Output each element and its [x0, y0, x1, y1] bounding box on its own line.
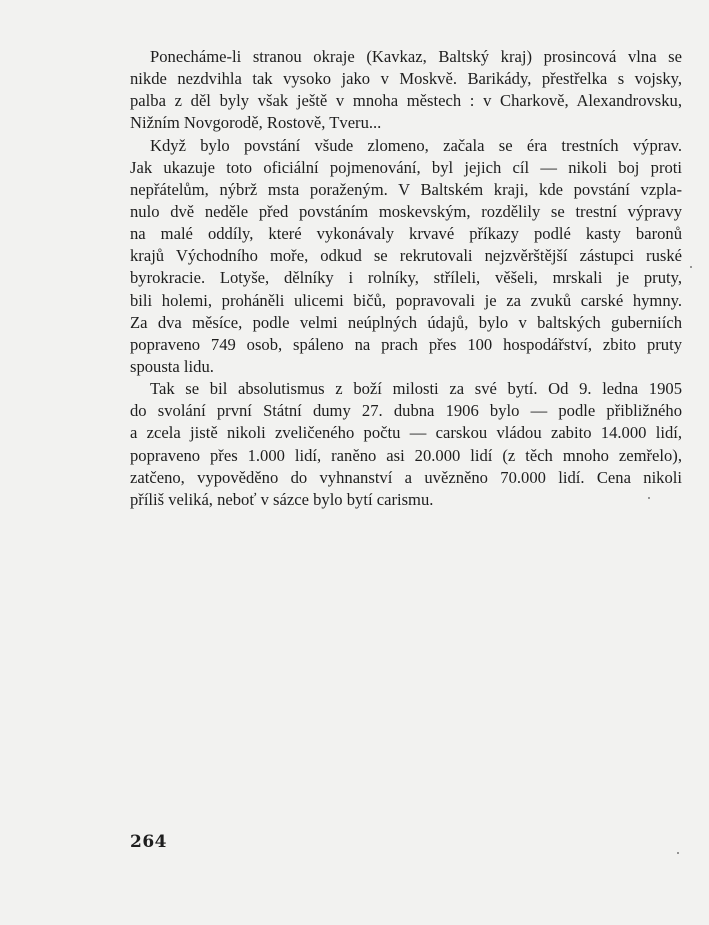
text-line: Nižním Novgorodě, Rostově, Tveru...: [130, 113, 382, 133]
text-line: byrokracie. Lotyše, dělníky i rolníky, stříleli, věšeli, mrskali je pruty,: [130, 268, 682, 288]
text-line: bili holemi, proháněli ulicemi bičů, popravovali je za zvuků carské hymny.: [130, 290, 682, 310]
text-line: spousta lidu.: [130, 356, 214, 376]
text-line: příliš veliká, neboť v sázce bylo bytí carismu.: [130, 489, 434, 509]
text-line: Jak ukazuje toto oficiální pojmenování, byl jejich cíl — nikoli boj proti: [130, 157, 682, 177]
body-text: [130, 46, 682, 511]
page-number: 264: [130, 832, 167, 852]
print-speck: [690, 266, 692, 268]
text-line: do svolání první Státní dumy 27. dubna 1906 bylo — podle přibližného: [130, 401, 682, 421]
text-line: nepřátelům, nýbrž msta poraženým. V Baltském kraji, kde povstání vzpla-: [130, 179, 682, 199]
text-line: Ponecháme-li stranou okraje (Kavkaz, Baltský kraj) prosincová vlna se: [150, 47, 682, 66]
text-line: popraveno přes 1.000 lidí, raněno asi 20.000 lidí (z těch mnoho zemřelo),: [130, 445, 682, 465]
text-line: popraveno 749 osob, spáleno na prach přes 100 hospodářství, zbito pruty: [130, 334, 682, 354]
text-line: Tak se bil absolutismus z boží milosti za své bytí. Od 9. ledna 1905: [150, 379, 682, 399]
text-line: krajů Východního moře, odkud se rekrutovali nejzvěrštější zástupci ruské: [130, 246, 682, 266]
text-line: a zcela jistě nikoli zveličeného počtu — carskou vládou zabito 14.000 lidí,: [130, 423, 682, 443]
print-speck: [648, 497, 650, 499]
text-line: zatčeno, vypověděno do vyhnanství a uvězněno 70.000 lidí. Cena nikoli: [130, 467, 682, 487]
print-speck: [677, 852, 679, 854]
text-line: na malé oddíly, které vykonávaly krvavé příkazy podlé kasty baronů: [130, 224, 682, 244]
text-line: nikde nezdvihla tak vysoko jako v Moskvě. Barikády, přestřelka s vojsky,: [130, 69, 682, 89]
text-line: palba z děl byly však ještě v mnoha městech : v Charkově, Alexandrovsku,: [130, 91, 682, 111]
text-line: Když bylo povstání všude zlomeno, začala se éra trestních výprav.: [150, 135, 682, 155]
text-line: Za dva měsíce, podle velmi neúplných údajů, bylo v baltských guberniích: [130, 312, 682, 332]
text-line: nulo dvě neděle před povstáním moskevským, rozdělily se trestní výpravy: [130, 201, 682, 221]
